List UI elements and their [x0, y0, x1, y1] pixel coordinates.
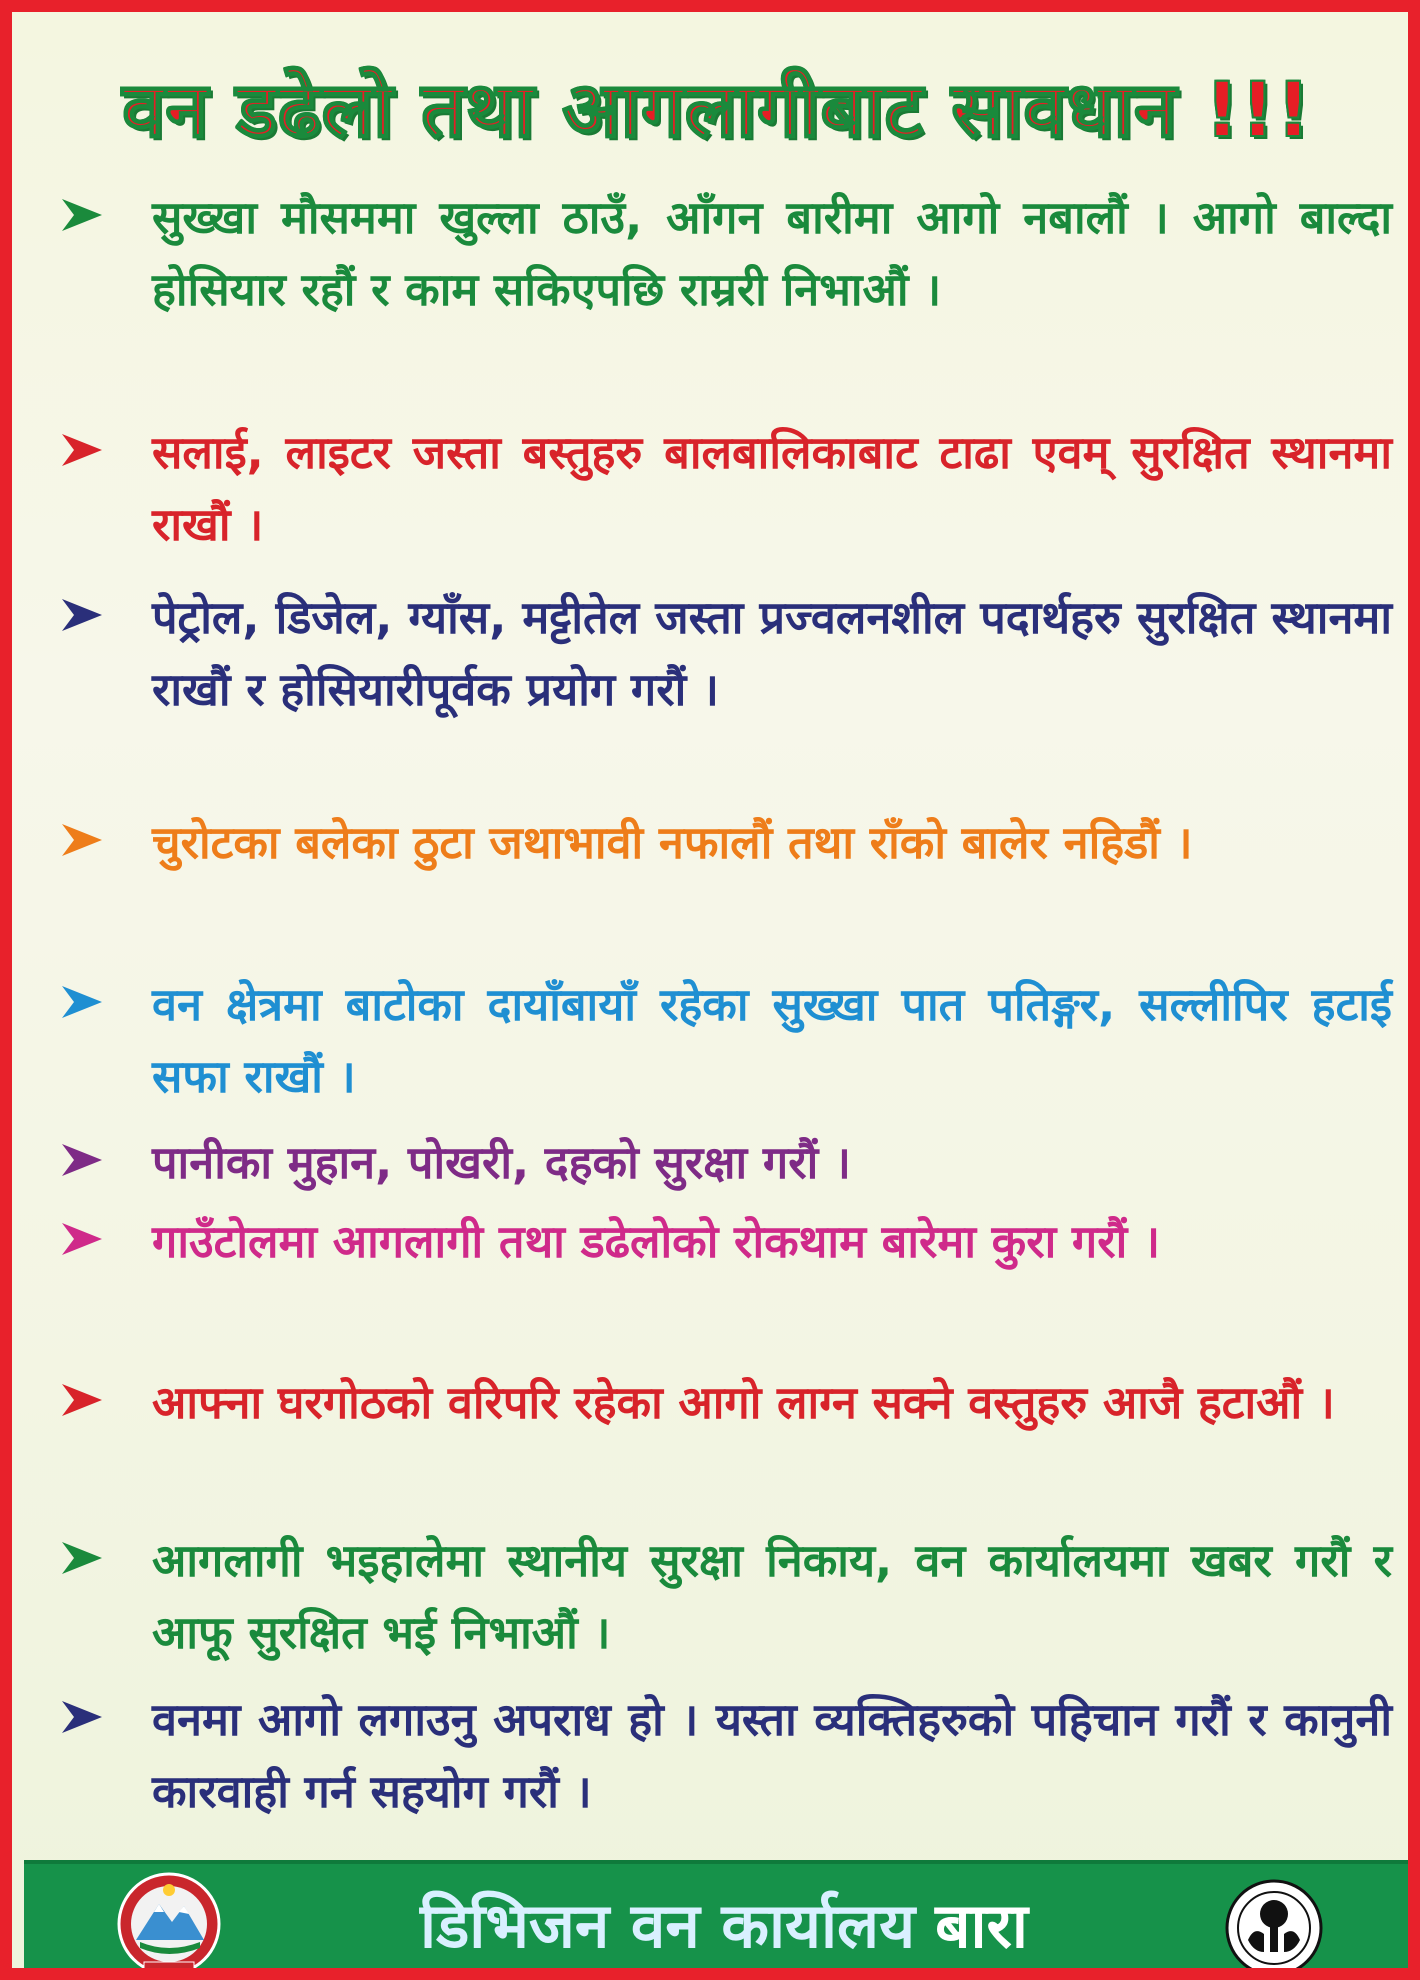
arrowhead-bullet-icon — [52, 590, 112, 640]
list-item-text: गाउँटोलमा आगलागी तथा डढेलोको रोकथाम बारेमा कुरा गरौं । — [152, 1215, 1161, 1268]
arrowhead-bullet-icon — [52, 190, 112, 240]
list-item-text: आफ्ना घरगोठको वरिपरि रहेका आगो लाग्न सक्ने वस्तुहरु आजै हटाऔं । — [152, 1376, 1335, 1429]
arrowhead-bullet-icon — [52, 1135, 112, 1185]
list-item-text: सलाई, लाइटर जस्ता बस्तुहरु बालबालिकाबाट टाढा एवम् सुरक्षित स्थानमा राखौं । — [152, 426, 1392, 551]
list-item-text: आगलागी भइहालेमा स्थानीय सुरक्षा निकाय, वन कार्यालयमा खबर गरौं र आफू सुरक्षित भई निभाऔं । — [152, 1534, 1392, 1659]
arrowhead-bullet-icon — [52, 977, 112, 1027]
forest-department-logo-icon — [1224, 1878, 1324, 1978]
list-item — [52, 969, 1392, 1113]
arrowhead-bullet-icon — [52, 815, 112, 865]
list-item — [52, 1525, 1392, 1669]
list-item-text: पानीका मुहान, पोखरी, दहको सुरक्षा गरौं । — [152, 1136, 851, 1189]
list-item — [52, 1684, 1392, 1828]
list-item — [52, 1206, 1392, 1278]
list-item — [52, 807, 1392, 879]
office-name: डिभिजन वन कार्यालय — [420, 1889, 916, 1962]
list-item — [52, 417, 1392, 561]
arrowhead-bullet-icon — [52, 1692, 112, 1742]
arrowhead-bullet-icon — [52, 1214, 112, 1264]
list-item — [52, 1367, 1392, 1439]
list-item-text: वन क्षेत्रमा बाटोका दायाँबायाँ रहेका सुख्खा पात पतिङ्गर, सल्लीपिर हटाई सफा राखौं । — [152, 978, 1392, 1103]
nepal-government-emblem-icon — [114, 1870, 224, 1978]
footer-office-name — [274, 1864, 1174, 1980]
footer-banner — [24, 1860, 1420, 1980]
list-item-text: चुरोटका बलेका ठुटा जथाभावी नफालौं तथा राँको बालेर नहिडौं । — [152, 816, 1193, 869]
list-item-text: पेट्रोल, डिजेल, ग्याँस, मट्टीतेल जस्ता प्रज्वलनशील पदार्थहरु सुरक्षित स्थानमा राखौं र होसियारीपूर्वक प्रयोग गरौं । — [152, 591, 1392, 716]
office-place: बारा — [935, 1889, 1028, 1962]
list-item-text: वनमा आगो लगाउनु अपराध हो । यस्ता व्यक्तिहरुको पहिचान गरौं र कानुनी कारवाही गर्न सहयोग गरौं । — [152, 1693, 1392, 1818]
arrowhead-bullet-icon — [52, 425, 112, 475]
list-item — [52, 182, 1392, 326]
poster-title: वन डढेलो तथा आगलागीबाट सावधान !!! — [122, 64, 1312, 154]
list-item — [52, 582, 1392, 726]
list-item-text: सुख्खा मौसममा खुल्ला ठाउँ, आँगन बारीमा आगो नबालौं । आगो बाल्दा होसियार रहौं र काम सकिएपछि राम्ररी निभाऔं । — [152, 191, 1392, 316]
list-item — [52, 1127, 1392, 1199]
arrowhead-bullet-icon — [52, 1375, 112, 1425]
arrowhead-bullet-icon — [52, 1533, 112, 1583]
